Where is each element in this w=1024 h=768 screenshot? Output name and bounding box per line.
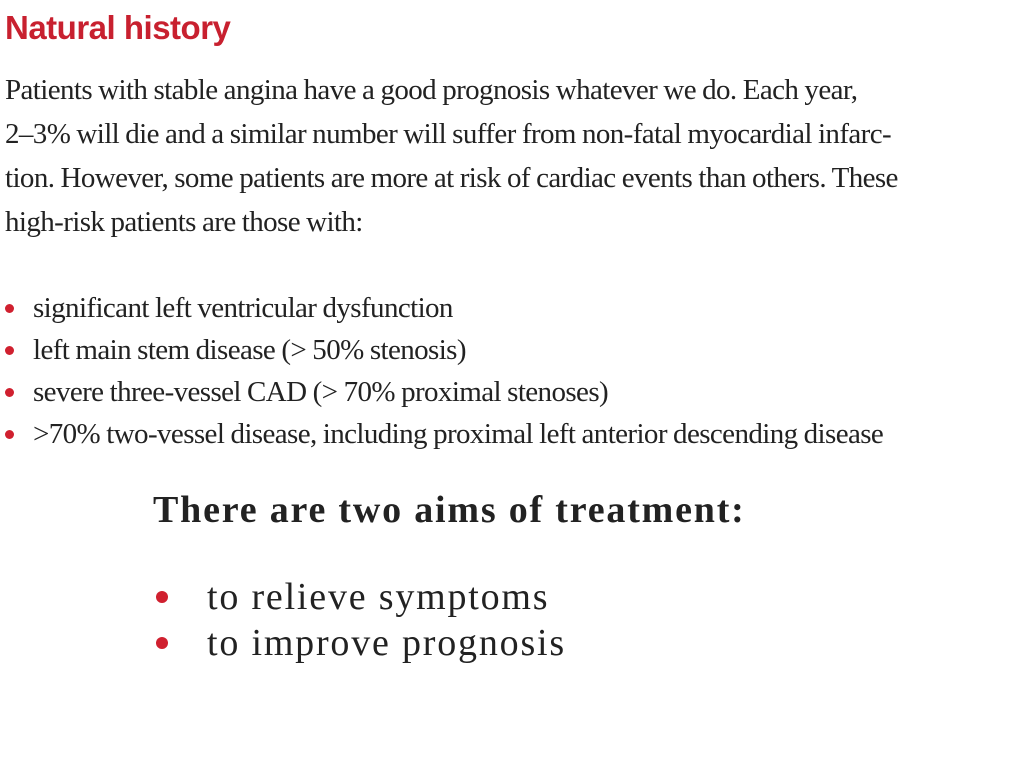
intro-line: high-risk patients are those with: xyxy=(5,206,363,238)
risk-factor-text: left main stem disease (> 50% stenosis) xyxy=(33,334,466,366)
list-item xyxy=(0,413,883,455)
list-item xyxy=(150,620,566,666)
list-item xyxy=(0,287,883,329)
aim-text: to relieve symptoms xyxy=(207,576,550,618)
bullet-icon xyxy=(5,304,14,313)
intro-line: tion. However, some patients are more at risk of cardiac events than others. These xyxy=(5,162,898,194)
bullet-icon xyxy=(5,430,14,439)
bullet-icon xyxy=(156,591,168,603)
intro-paragraph xyxy=(5,68,985,244)
risk-factor-text: significant left ventricular dysfunction xyxy=(33,292,453,324)
risk-factor-text: >70% two-vessel disease, including proximal left anterior descending disease xyxy=(33,418,884,450)
list-item xyxy=(0,371,883,413)
bullet-icon xyxy=(5,388,14,397)
aim-text: to improve prognosis xyxy=(207,622,566,664)
risk-factor-text: severe three-vessel CAD (> 70% proximal stenoses) xyxy=(33,376,609,408)
high-risk-list xyxy=(0,287,883,455)
bullet-icon xyxy=(156,637,168,649)
aims-list xyxy=(150,574,566,666)
bullet-icon xyxy=(5,346,14,355)
aims-title: There are two aims of treatment: xyxy=(153,489,746,531)
list-item xyxy=(0,329,883,371)
intro-line: Patients with stable angina have a good prognosis whatever we do. Each year, xyxy=(5,74,858,106)
list-item xyxy=(150,574,566,620)
section-heading: Natural history xyxy=(5,9,231,46)
intro-line: 2–3% will die and a similar number will suffer from non-fatal myocardial infarc- xyxy=(5,118,892,150)
